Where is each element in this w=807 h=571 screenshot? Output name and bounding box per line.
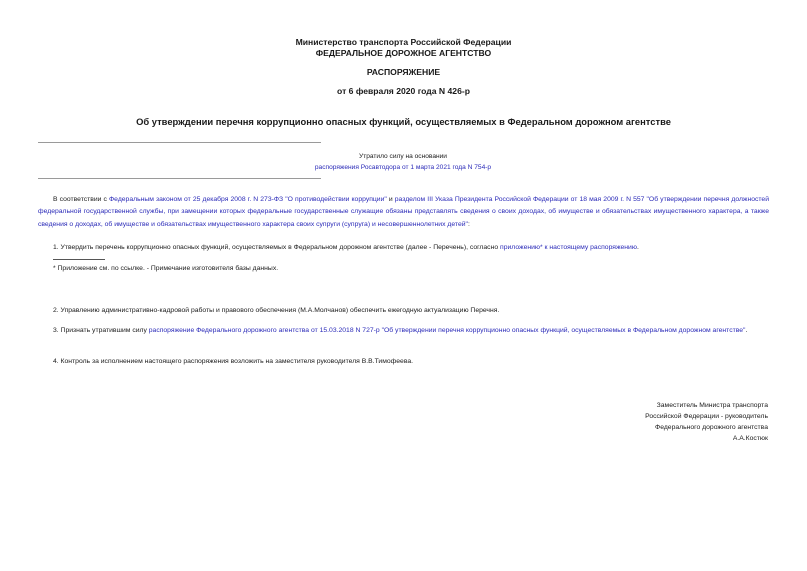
item-3 [38, 325, 769, 337]
signature-line-3: Федерального дорожного агентства [655, 424, 768, 431]
preamble-text-1: В соответствии с [53, 196, 110, 203]
signature-line-1: Заместитель Министра транспорта [656, 402, 768, 409]
preamble-text-2: и [386, 196, 395, 203]
divider-top [38, 142, 321, 143]
status-label: Утратило силу на основании [359, 153, 447, 160]
document-type: РАСПОРЯЖЕНИЕ [366, 67, 441, 77]
document-date: от 6 февраля 2020 года N 426-р [337, 86, 470, 96]
signature-line-2: Российской Федерации - руководитель [645, 413, 768, 420]
appendix-link[interactable]: приложению* к настоящему распоряжению [500, 244, 637, 251]
agency-name: ФЕДЕРАЛЬНОЕ ДОРОЖНОЕ АГЕНТСТВО [315, 48, 492, 58]
item-4: 4. Контроль за исполнением настоящего распоряжения возложить на заместителя руководителя В.В.Тимофеева. [53, 358, 414, 365]
item-1-text: 1. Утвердить перечень коррупционно опасных функций, осуществляемых в Федеральном дорожном агентстве (далее - Перечень), согласно [53, 244, 501, 251]
signature-block [560, 400, 768, 444]
item-3-text: 3. Признать утратившим силу [53, 327, 149, 334]
preamble-text-3: : [467, 220, 470, 228]
ministry-name: Министерство транспорта Российской Федерации [295, 37, 512, 47]
footnote: * Приложение см. по ссылке. - Примечание изготовителя базы данных. [53, 265, 279, 272]
signature-name: А.А.Костюк [732, 435, 768, 442]
footnote-divider [53, 259, 105, 260]
repeal-link[interactable]: распоряжения Росавтодора от 1 марта 2021 года N 754-р [314, 164, 492, 171]
item-1-end: . [636, 244, 639, 251]
repealed-order-link[interactable]: распоряжение Федерального дорожного агентства от 15.03.2018 N 727-р "Об утверждении перечня коррупционно опасных функций, осуществляемых в Федеральном дорожном агентстве" [148, 327, 746, 334]
divider-bottom [38, 178, 321, 179]
item-2: 2. Управлению административно-кадровой работы и правового обеспечения (М.А.Молчанов) обеспечить ежегодную актуализацию Перечня. [53, 307, 500, 314]
presidential-decree-link[interactable]: разделом III Указа Президента Российской Федерации от 18 мая 2009 г. N 557 "Об утверждении перечня должностей федеральной государственной службы, при замещении которых федеральные государственные служащие обязаны представлять сведения о своих доходах, об имуществе и обязательствах имущественного характера, а также сведения о доходах, об имуществе и обязательствах имущественного характера своих супруги (супруга) и несовершеннолетних детей" [38, 196, 770, 228]
item-3-end: . [745, 327, 748, 334]
document-title: Об утверждении перечня коррупционно опасных функций, осуществляемых в Федеральном дорожном агентстве [136, 116, 671, 127]
preamble-paragraph [38, 194, 769, 231]
item-1 [38, 242, 769, 254]
federal-law-link[interactable]: Федеральным законом от 25 декабря 2008 г. N 273-ФЗ "О противодействии коррупции" [109, 196, 387, 203]
